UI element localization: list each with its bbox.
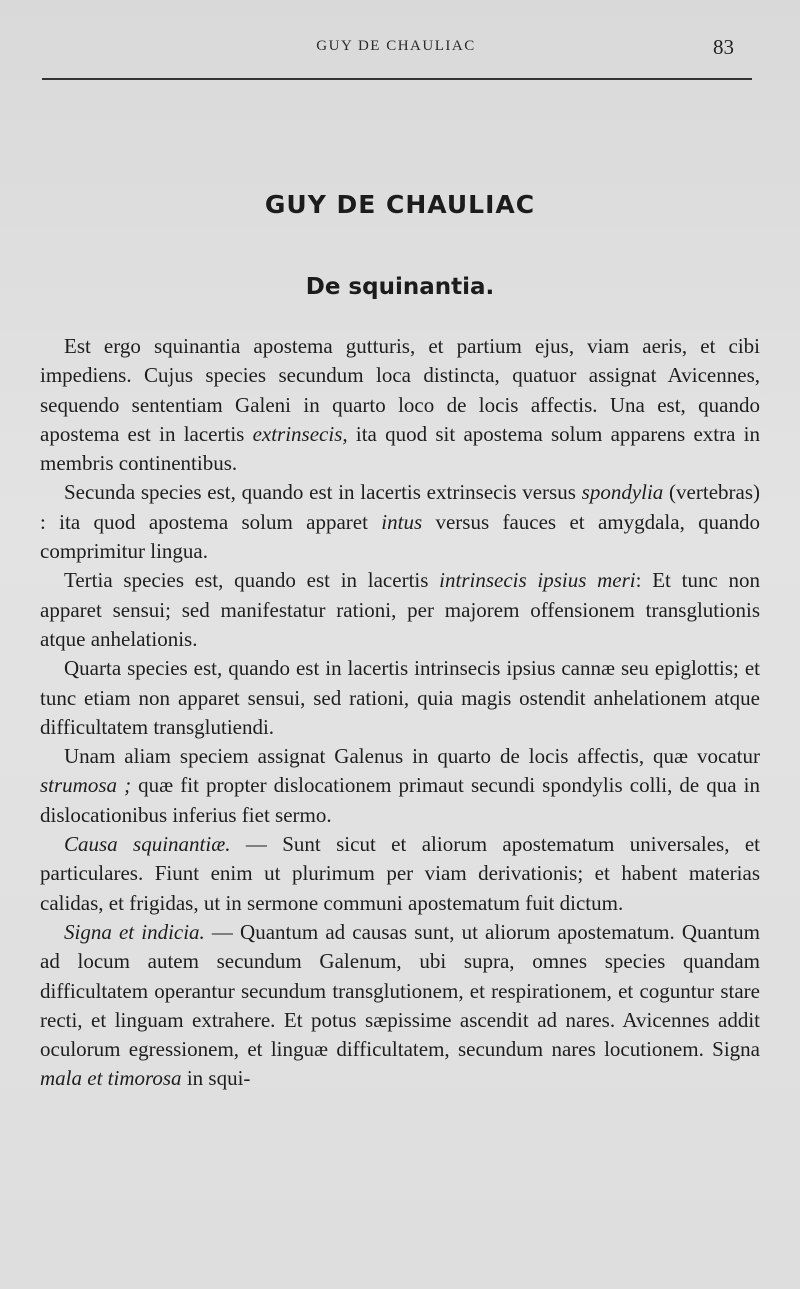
text-run: Est ergo squinantia apostema gutturis, et partium ejus, viam aeris, et cibi impediens. Cujus species secundum loca distincta, quatuor assignat Avicennes, sequendo sententiam Galeni in quarto loco de locis affectis. Una est, quando apostema est in lacertis [40, 334, 760, 446]
text-run: — Quantum ad causas sunt, ut aliorum apostematum. Quantum ad locum autem secundum Galenum, ubi supra, omnes species quandam difficultatem operantur secundum transglutionem, et respirationem, et coguntur stare recti, et linguam extrahere. Et potus sæpissime ascendit ad nares. Avicennes addit oculorum egressionem, et linguæ difficultatem, secundum nares locutionem. Signa [40, 919, 760, 1062]
italic-text: extrinsecis, [252, 421, 348, 446]
body-paragraph [40, 742, 760, 830]
italic-text: Signa et indicia. [64, 919, 205, 944]
section-title: De squinantia. [305, 274, 495, 300]
text-run: Unam aliam speciem assignat Galenus in quarto de locis affectis, quæ vocatur [64, 744, 760, 769]
italic-text: strumosa ; [40, 773, 132, 798]
body-paragraph [40, 332, 760, 478]
body-paragraph [40, 654, 760, 742]
italic-text: spondylia [581, 480, 664, 505]
italic-text: intrinsecis ipsius meri [439, 568, 636, 593]
text-run: Quarta species est, quando est in lacertis intrinsecis ipsius cannæ seu epiglottis; et tunc etiam non apparet sensui, sed rationi, quia magis ostendit anhelationem atque difficultatem transglutiendi. [40, 656, 760, 739]
body-paragraph [40, 566, 760, 654]
italic-text: Causa squinantiæ. [64, 832, 231, 857]
text-run: ita quod sit apostema solum apparens extra in membris continentibus. [40, 421, 760, 476]
running-head [40, 34, 752, 64]
body-paragraph [40, 830, 760, 918]
body-paragraph [40, 478, 760, 566]
body-text [40, 332, 760, 1094]
body-paragraph [40, 918, 760, 1094]
text-run: in squi- [181, 1066, 251, 1091]
text-run: : Et tunc non apparet sensui; sed manifestatur rationi, per majorem offensionem transglutionis atque anhelationis. [40, 568, 760, 651]
italic-text: intus [381, 509, 423, 534]
page-number: 83 [713, 35, 734, 59]
text-run: (vertebras) : ita quod apostema solum apparet [40, 480, 760, 534]
text-run: — Sunt sicut et aliorum apostematum universales, et particulares. Fiunt enim ut plurimum per viam derivationis; et habent materias calidas, et frigidas, ut in sermone communi apostematum fuit dictum. [40, 832, 760, 915]
text-run: quæ fit propter dislocationem primaut secundi spondylis colli, de qua in dislocationibus inferius fiet sermo. [40, 773, 761, 827]
text-run: versus fauces et amygdala, quando comprimitur lingua. [40, 509, 760, 564]
header-rule [42, 78, 752, 80]
italic-text: mala et timorosa [40, 1066, 182, 1091]
article-title: GUY DE CHAULIAC [264, 190, 536, 219]
text-run: Secunda species est, quando est in lacertis extrinsecis versus [64, 480, 582, 505]
text-run: Tertia species est, quando est in lacertis [64, 568, 440, 593]
running-head-title: GUY DE CHAULIAC [316, 38, 476, 54]
